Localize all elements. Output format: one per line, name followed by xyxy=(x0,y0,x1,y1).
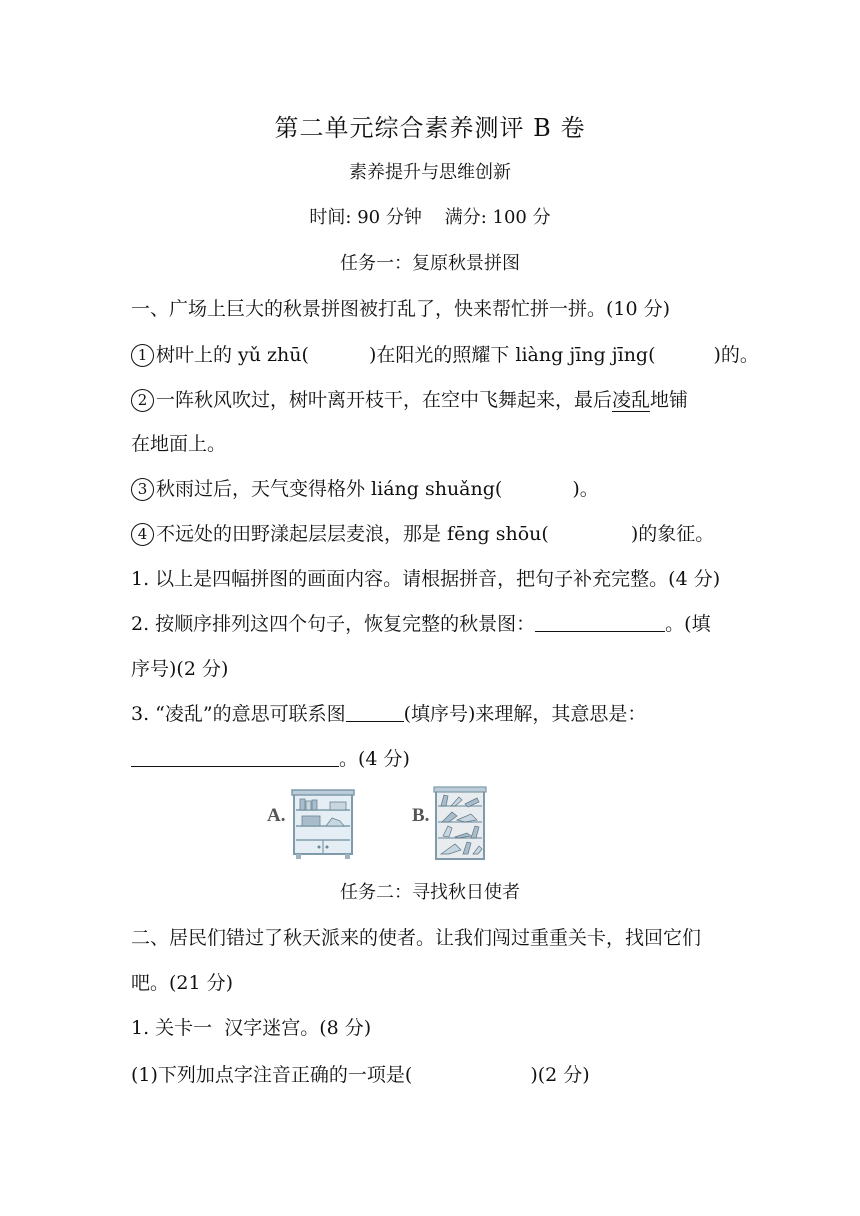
sentence-4: 4 不远处的田野漾起层层麦浪，那是 fēng shōu( )的象征。 xyxy=(131,521,714,547)
sentence-2: 2 一阵秋风吹过，树叶离开枝干，在空中飞舞起来，最后凌乱地铺 xyxy=(131,387,688,413)
messy-bookshelf-icon xyxy=(433,786,487,862)
question-3: 3. “凌乱”的意思可联系图 (填序号)来理解，其意思是： xyxy=(131,703,647,725)
circled-number: 1 xyxy=(131,344,154,367)
circled-number: 4 xyxy=(131,523,154,546)
task2-question-1: (1)下列加点字注音正确的一项是( )(2 分) xyxy=(131,1064,590,1086)
task1-heading: 任务一：复原秋景拼图 xyxy=(340,253,520,274)
sentence-1: 1 树叶上的 yǔ zhū( )在阳光的照耀下 liàng jīng jīng( )的。 xyxy=(131,342,759,368)
circled-number: 2 xyxy=(131,389,154,412)
section2-title: 二、居民们错过了秋天派来的使者。让我们闯过重重关卡，找回它们 xyxy=(131,927,702,949)
question-2: 2. 按顺序排列这四个句子，恢复完整的秋景图： 。(填 xyxy=(131,613,711,635)
section1-title: 一、广场上巨大的秋景拼图被打乱了，快来帮忙拼一拼。(10 分) xyxy=(131,298,671,320)
time-info: 时间: 90 分钟 满分: 100 分 xyxy=(309,207,551,228)
option-a-label: A. xyxy=(267,805,286,826)
question-3-continued: 。(4 分) xyxy=(131,746,410,772)
question-2-continued: 序号)(2 分) xyxy=(131,658,229,680)
task2-heading: 任务二：寻找秋日使者 xyxy=(340,882,520,903)
page-subtitle: 素养提升与思维创新 xyxy=(349,162,511,183)
sentence-2-continued: 在地面上。 xyxy=(131,433,227,455)
page-title: 第二单元综合素养测评 B 卷 xyxy=(274,114,586,142)
tidy-bookshelf-icon xyxy=(290,788,356,860)
circled-number: 3 xyxy=(131,478,154,501)
sentence-3: 3 秋雨过后，天气变得格外 liáng shuǎng( )。 xyxy=(131,476,599,502)
answer-blank[interactable] xyxy=(131,746,339,767)
answer-blank[interactable] xyxy=(346,701,404,722)
underlined-word: 凌乱 xyxy=(612,389,651,411)
section2-title-continued: 吧。(21 分) xyxy=(131,972,234,994)
option-b-label: B. xyxy=(412,805,430,826)
answer-blank[interactable] xyxy=(535,611,665,632)
level-1-title: 1. 关卡一 汉字迷宫。(8 分) xyxy=(131,1017,372,1039)
question-1: 1. 以上是四幅拼图的画面内容。请根据拼音，把句子补充完整。(4 分) xyxy=(131,568,721,590)
